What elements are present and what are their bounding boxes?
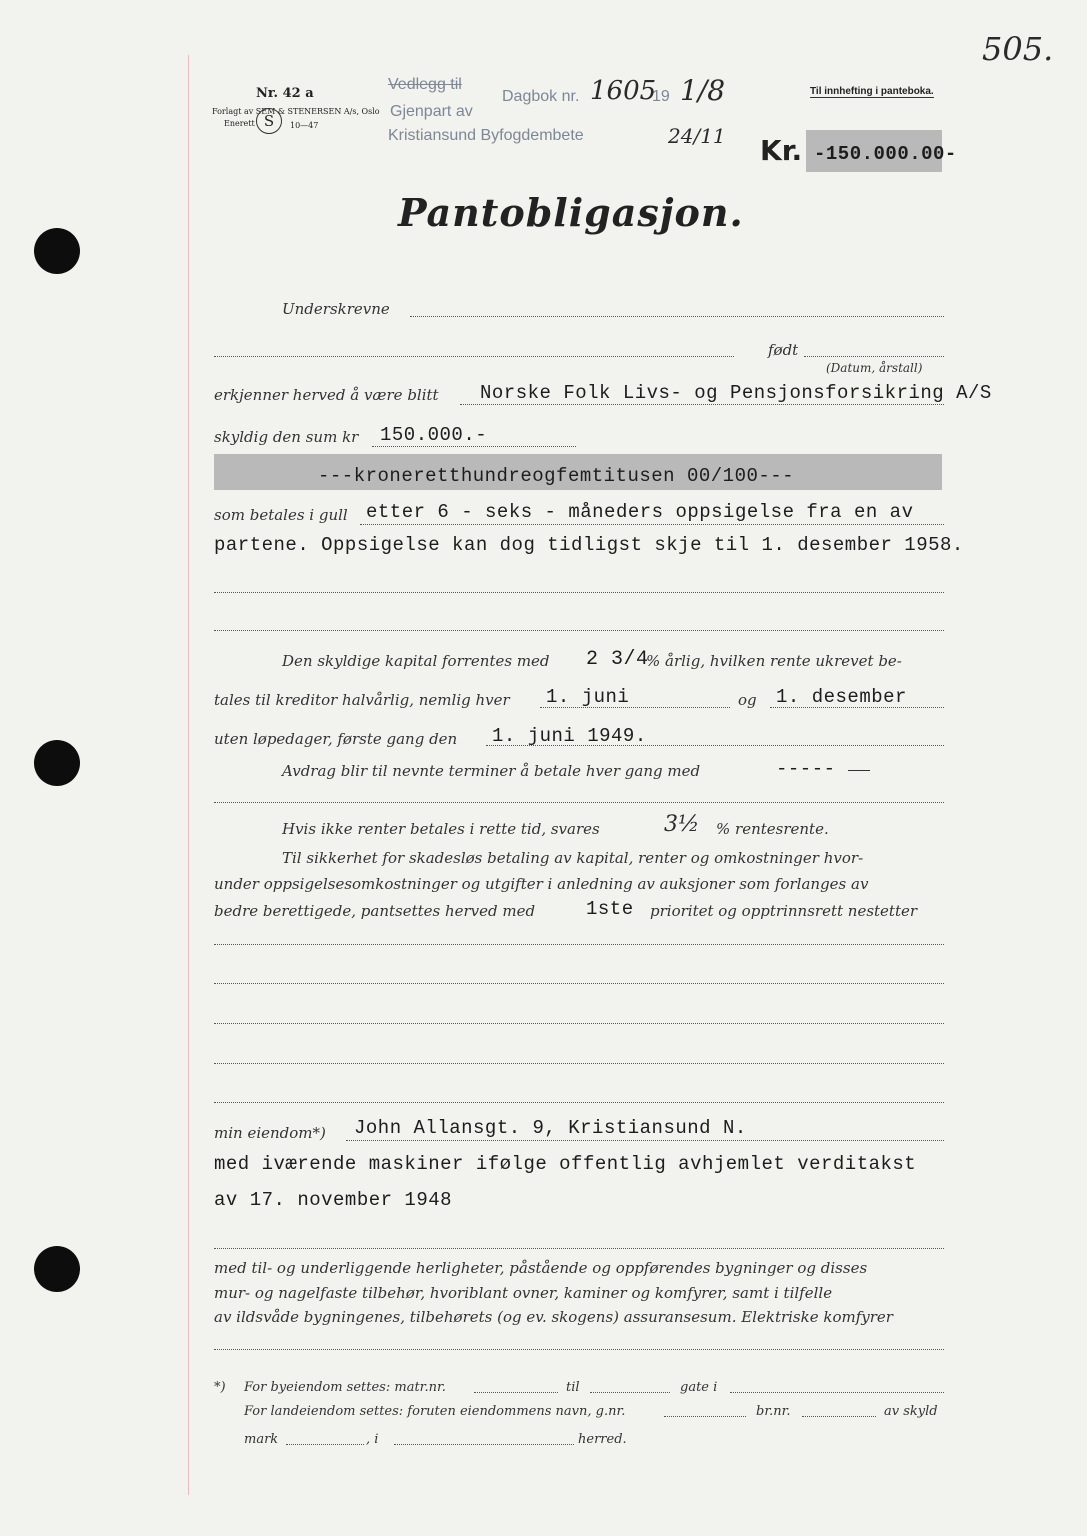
paid-label: som betales i gull [214,506,348,524]
punch-hole [34,740,80,786]
fill-line [214,802,944,803]
dagbok-number: 1605 [590,76,657,106]
footnote-3a: mark [244,1432,279,1447]
property-line-2: med iværende maskiner ifølge offentlig avhjemlet verditakst [214,1153,917,1175]
fill-line [802,1416,876,1417]
fill-line [214,1349,944,1350]
footnote-2a: For landeiendom settes: foruten eiendommens navn, g.nr. [244,1404,626,1419]
footnote-2c: av skyld [884,1404,938,1419]
footnote-3b: , i [366,1432,379,1447]
amount-label: Kr. [760,134,803,167]
punch-hole [34,228,80,274]
header-note: Til innhefting i panteboka. [810,86,934,97]
fill-line [214,1102,944,1103]
publisher-enerett: Enerett [224,119,255,128]
footnote-1a: For byeiendom settes: matr.nr. [244,1380,446,1395]
interest-date-b: 1. desember [776,686,907,708]
fill-line [410,316,944,317]
publisher-logo-icon: S [256,108,282,134]
born-label: født [768,341,799,359]
fill-line [486,745,944,746]
fill-line [214,592,944,593]
interest-text-3: tales til kreditor halvårlig, nemlig hver [214,691,510,709]
creditor-name: Norske Folk Livs- og Pensjonsforsikring A/S [480,382,992,404]
property-address: John Allansgt. 9, Kristiansund N. [354,1117,747,1139]
fill-line [214,630,944,631]
margin-rule [188,55,189,1495]
fill-line [286,1444,364,1445]
fill-line [346,1140,944,1141]
priority-value: 1ste [586,898,634,920]
footnote-1c: gate i [680,1380,718,1395]
publisher-line: Forlagt av SEM & STENERSEN A/s, Oslo [212,107,380,116]
footnote-3c: herred. [578,1432,627,1447]
interest-text-4: uten løpedager, første gang den [214,730,458,748]
security-line-2: under oppsigelsesomkostninger og utgifter i anledning av auksjoner som forlanges av [214,875,869,893]
fill-line [214,983,944,984]
fill-line [214,1063,944,1064]
interest-first-date: 1. juni 1949. [492,725,647,747]
avdrag-text: Avdrag blir til nevnte terminer å betale hver gang med [282,762,701,780]
born-hint: (Datum, årstall) [826,361,923,375]
late-interest-text-1: Hvis ikke renter betales i rette tid, svares [282,820,600,838]
fill-line [214,944,944,945]
page-number: 505. [982,30,1054,68]
fill-line [214,1248,944,1249]
footnote-1b: til [566,1380,580,1395]
handwritten-date: 1/8 [680,74,726,107]
acknowledge-label: erkjenner herved å være blitt [214,386,439,404]
sum-words: ---kroneretthundreogfemtitusen 00/100--- [318,465,795,487]
amount-value: -150.000.00- [814,143,957,165]
dagbok-label: Dagbok nr. [502,88,580,105]
fill-line [460,404,944,405]
dagbok-year: 19 [652,88,670,105]
stamp-line-2: Kristiansund Byfogdembete [388,127,584,144]
property-label: min eiendom*) [214,1124,326,1142]
fill-line [590,1392,670,1393]
late-interest-text-2: % rentesrente. [716,820,829,838]
fill-line [804,356,944,357]
property-line-3: av 17. november 1948 [214,1189,453,1211]
interest-text-1: Den skyldige kapital forrentes med [282,652,550,670]
fill-line [770,707,944,708]
security-line-1: Til sikkerhet for skadesløs betaling av kapital, renter og omkostninger hvor- [282,849,864,867]
fill-line [394,1444,574,1445]
late-interest-rate: 3½ [664,812,700,837]
interest-date-a: 1. juni [546,686,630,708]
interest-text-2: % årlig, hvilken rente ukrevet be- [646,652,902,670]
fill-line [664,1416,746,1417]
undersigned-label: Underskrevne [282,300,390,318]
fill-line [214,356,734,357]
appurtenances-line-2: mur- og nagelfaste tilbehør, hvoriblant ovner, kaminer og komfyrer, samt i tilfelle [214,1284,833,1302]
avdrag-value: ----- [776,758,836,780]
security-line-3a: bedre berettigede, pantsettes herved med [214,902,536,920]
security-line-3b: prioritet og opptrinnsrett nestetter [650,902,918,920]
fill-line [372,446,576,447]
fill-line [214,1023,944,1024]
document-title: Pantobligasjon. [398,190,744,235]
owe-label: skyldig den sum kr [214,428,359,446]
fill-line [540,707,730,708]
handwritten-date-2: 24/11 [668,124,726,148]
appurtenances-line-1: med til- og underliggende herligheter, påstående og oppførendes bygninger og disses [214,1259,868,1277]
fill-line [474,1392,558,1393]
interest-rate: 2 3/4 [586,648,649,671]
sum-value: 150.000.- [380,424,488,446]
payment-terms-1: etter 6 - seks - måneders oppsigelse fra en av [366,501,914,523]
stamp-struck-text: Vedlegg til [388,76,462,93]
footnote-2b: br.nr. [756,1404,791,1419]
avdrag-dash [848,770,870,771]
payment-terms-2: partene. Oppsigelse kan dog tidligst skje til 1. desember 1958. [214,534,964,556]
fill-line [730,1392,944,1393]
fill-line [360,524,944,525]
appurtenances-line-3: av ildsvåde bygningenes, tilbehørets (og ev. skogens) assuransesum. Elektriske komfyrer [214,1308,893,1326]
interest-og: og [738,691,757,709]
punch-hole [34,1246,80,1292]
footnote-mark: *) [214,1380,226,1395]
stamp-line-1: Gjenpart av [390,103,473,120]
publisher-code: 10—47 [290,121,319,130]
form-number: Nr. 42 a [256,86,314,101]
